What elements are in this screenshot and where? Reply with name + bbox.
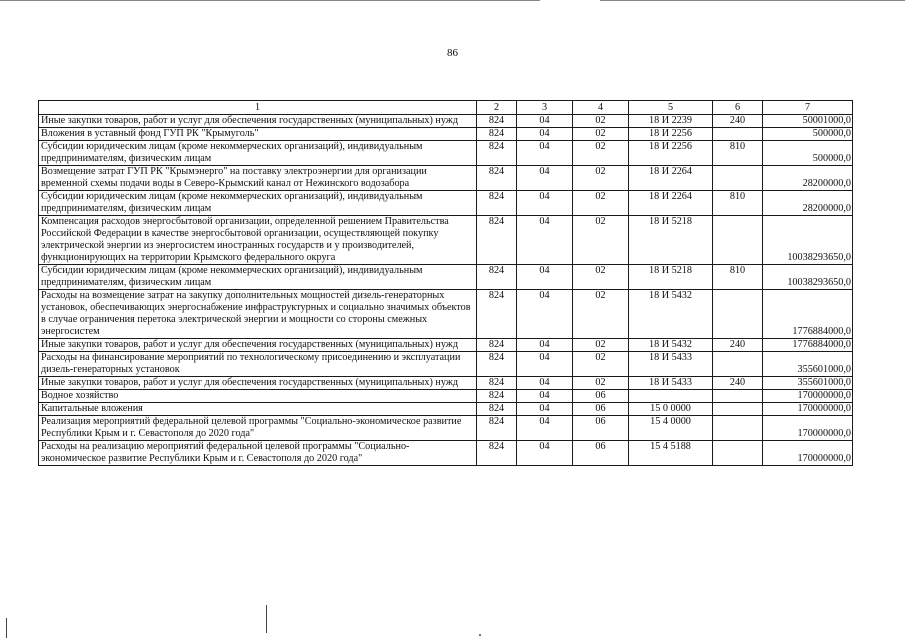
row-section: 04 [517, 166, 573, 191]
row-expense-type: 810 [713, 265, 763, 290]
column-header: 6 [713, 101, 763, 115]
column-header: 1 [39, 101, 477, 115]
row-description: Реализация мероприятий федеральной целевой программы "Социально-экономическое развитие Республики Крым и г. Севастополя до 2020 года" [39, 416, 477, 441]
row-amount: 170000000,0 [763, 403, 853, 416]
row-target-article: 18 И 2256 [629, 128, 713, 141]
row-expense-type [713, 216, 763, 265]
row-amount: 355601000,0 [763, 377, 853, 390]
table-row [39, 265, 853, 290]
row-description: Субсидии юридическим лицам (кроме некоммерческих организаций), индивидуальным предпринимателям, физическим лицам [39, 141, 477, 166]
column-header: 4 [573, 101, 629, 115]
row-subsection: 02 [573, 115, 629, 128]
scan-mark-left [6, 618, 7, 638]
row-target-article: 18 И 5432 [629, 290, 713, 339]
row-description: Иные закупки товаров, работ и услуг для обеспечения государственных (муниципальных) нужд [39, 115, 477, 128]
row-subsection: 06 [573, 403, 629, 416]
row-amount: 500000,0 [763, 128, 853, 141]
row-admin-code: 824 [477, 441, 517, 466]
row-amount: 1776884000,0 [763, 339, 853, 352]
row-amount: 28200000,0 [763, 166, 853, 191]
table-row [39, 115, 853, 128]
row-subsection: 06 [573, 441, 629, 466]
table-row [39, 339, 853, 352]
row-section: 04 [517, 141, 573, 166]
row-admin-code: 824 [477, 191, 517, 216]
row-target-article: 18 И 2264 [629, 191, 713, 216]
row-description: Субсидии юридическим лицам (кроме некоммерческих организаций), индивидуальным предпринимателям, физическим лицам [39, 265, 477, 290]
row-expense-type [713, 441, 763, 466]
column-header: 5 [629, 101, 713, 115]
row-section: 04 [517, 352, 573, 377]
row-section: 04 [517, 390, 573, 403]
row-admin-code: 824 [477, 416, 517, 441]
row-target-article: 18 И 5218 [629, 216, 713, 265]
row-admin-code: 824 [477, 352, 517, 377]
row-subsection: 02 [573, 265, 629, 290]
row-expense-type [713, 290, 763, 339]
row-subsection: 02 [573, 377, 629, 390]
row-expense-type [713, 403, 763, 416]
row-admin-code: 824 [477, 377, 517, 390]
row-expense-type: 240 [713, 377, 763, 390]
budget-table [38, 100, 853, 466]
row-amount: 10038293650,0 [763, 265, 853, 290]
table-row [39, 141, 853, 166]
row-subsection: 06 [573, 416, 629, 441]
row-subsection: 02 [573, 166, 629, 191]
top-scan-rule-left [0, 0, 540, 1]
row-amount: 170000000,0 [763, 390, 853, 403]
row-subsection: 02 [573, 339, 629, 352]
row-expense-type: 810 [713, 191, 763, 216]
row-target-article: 18 И 2256 [629, 141, 713, 166]
row-description: Расходы на возмещение затрат на закупку дополнительных мощностей дизель-генераторных установок, обеспечивающих энергоснабжение инфраструктурных и социально значимых объектов в случае ограничения перетока электрической энергии и мощности со стороны смежных энергосистем [39, 290, 477, 339]
row-subsection: 02 [573, 141, 629, 166]
column-header: 3 [517, 101, 573, 115]
row-subsection: 02 [573, 290, 629, 339]
row-section: 04 [517, 403, 573, 416]
row-target-article: 15 0 0000 [629, 403, 713, 416]
table-row [39, 352, 853, 377]
row-expense-type: 240 [713, 339, 763, 352]
table-row [39, 377, 853, 390]
row-target-article: 18 И 2264 [629, 166, 713, 191]
row-target-article: 15 4 5188 [629, 441, 713, 466]
row-amount: 170000000,0 [763, 416, 853, 441]
row-admin-code: 824 [477, 403, 517, 416]
row-amount: 355601000,0 [763, 352, 853, 377]
row-subsection: 02 [573, 128, 629, 141]
top-scan-rule-right [600, 0, 905, 1]
row-expense-type [713, 128, 763, 141]
row-section: 04 [517, 128, 573, 141]
row-description: Субсидии юридическим лицам (кроме некоммерческих организаций), индивидуальным предпринимателям, физическим лицам [39, 191, 477, 216]
row-section: 04 [517, 290, 573, 339]
row-section: 04 [517, 416, 573, 441]
row-target-article: 15 4 0000 [629, 416, 713, 441]
row-section: 04 [517, 377, 573, 390]
row-target-article [629, 390, 713, 403]
row-amount: 28200000,0 [763, 191, 853, 216]
row-amount: 170000000,0 [763, 441, 853, 466]
column-header: 2 [477, 101, 517, 115]
row-admin-code: 824 [477, 141, 517, 166]
table-row [39, 403, 853, 416]
row-admin-code: 824 [477, 166, 517, 191]
table-row [39, 390, 853, 403]
row-amount: 50001000,0 [763, 115, 853, 128]
row-admin-code: 824 [477, 339, 517, 352]
table-row [39, 441, 853, 466]
row-subsection: 02 [573, 216, 629, 265]
row-admin-code: 824 [477, 265, 517, 290]
column-header: 7 [763, 101, 853, 115]
page-number: 86 [447, 47, 458, 59]
row-admin-code: 824 [477, 290, 517, 339]
row-expense-type [713, 352, 763, 377]
table-row [39, 216, 853, 265]
row-subsection: 02 [573, 352, 629, 377]
table-row [39, 191, 853, 216]
row-description: Иные закупки товаров, работ и услуг для обеспечения государственных (муниципальных) нужд [39, 339, 477, 352]
table-row [39, 416, 853, 441]
table-header-row [39, 101, 853, 115]
scan-dot [479, 634, 481, 636]
row-target-article: 18 И 5432 [629, 339, 713, 352]
row-target-article: 18 И 5218 [629, 265, 713, 290]
row-description: Иные закупки товаров, работ и услуг для обеспечения государственных (муниципальных) нужд [39, 377, 477, 390]
row-description: Возмещение затрат ГУП РК "Крымэнерго" на поставку электроэнергии для организации временной схемы подачи воды в Северо-Крымский канал от Нежинского водозабора [39, 166, 477, 191]
row-expense-type [713, 390, 763, 403]
row-expense-type [713, 166, 763, 191]
row-description: Расходы на реализацию мероприятий федеральной целевой программы "Социально-экономическое развитие Республики Крым и г. Севастополя до 2020 года" [39, 441, 477, 466]
row-admin-code: 824 [477, 115, 517, 128]
row-expense-type: 240 [713, 115, 763, 128]
row-description: Компенсация расходов энергосбытовой организации, определенной решением Правительства Российской Федерации в качестве энергосбытовой организации, осуществляющей покупку электрической энергии из энергосистем иностранных государств и у производителей, функционирующих на территории Крымского федерального округа [39, 216, 477, 265]
row-expense-type: 810 [713, 141, 763, 166]
row-amount: 500000,0 [763, 141, 853, 166]
row-section: 04 [517, 339, 573, 352]
row-description: Расходы на финансирование мероприятий по технологическому присоединению и эксплуатации дизель-генераторных установок [39, 352, 477, 377]
row-target-article: 18 И 2239 [629, 115, 713, 128]
row-description: Капитальные вложения [39, 403, 477, 416]
row-subsection: 06 [573, 390, 629, 403]
row-section: 04 [517, 191, 573, 216]
row-amount: 1776884000,0 [763, 290, 853, 339]
row-admin-code: 824 [477, 128, 517, 141]
row-amount: 10038293650,0 [763, 216, 853, 265]
row-section: 04 [517, 115, 573, 128]
row-section: 04 [517, 265, 573, 290]
row-expense-type [713, 416, 763, 441]
scan-mark-center [266, 605, 267, 633]
table-row [39, 128, 853, 141]
row-subsection: 02 [573, 191, 629, 216]
table-row [39, 166, 853, 191]
table-row [39, 290, 853, 339]
row-target-article: 18 И 5433 [629, 352, 713, 377]
row-section: 04 [517, 441, 573, 466]
row-description: Вложения в уставный фонд ГУП РК "Крымуголь" [39, 128, 477, 141]
row-admin-code: 824 [477, 390, 517, 403]
row-section: 04 [517, 216, 573, 265]
row-target-article: 18 И 5433 [629, 377, 713, 390]
row-description: Водное хозяйство [39, 390, 477, 403]
row-admin-code: 824 [477, 216, 517, 265]
